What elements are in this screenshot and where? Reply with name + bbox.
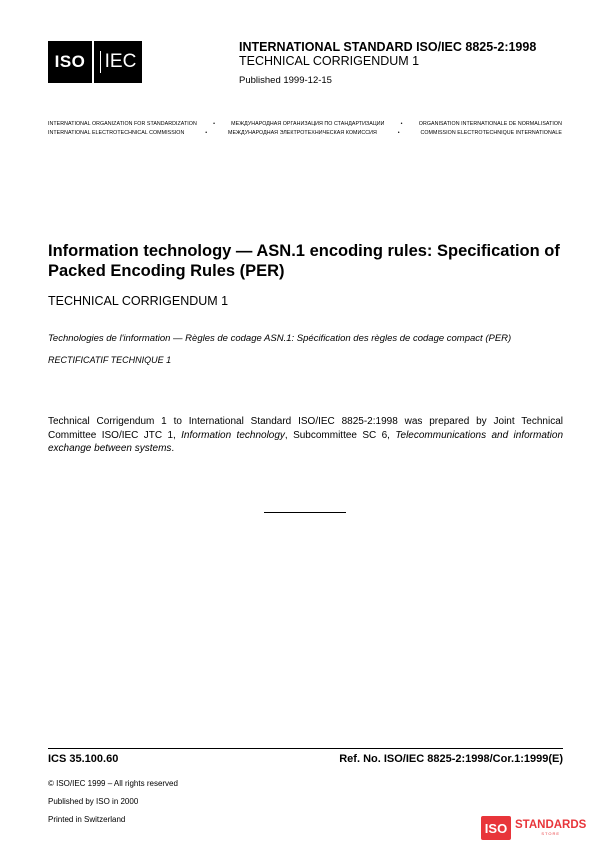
iec-logo-text: IEC: [100, 51, 137, 73]
document-title: Information technology — ASN.1 encoding rules: Specification of Packed Encoding Rules (PER): [48, 242, 560, 280]
standard-title: INTERNATIONAL STANDARD ISO/IEC 8825-2:1998: [239, 40, 537, 54]
paragraph-text: Technical Corrigendum 1 to International Standard ISO/IEC 8825-2:1998 was prepared by Joint Technical Committee ISO/IEC JTC 1,: [48, 416, 563, 441]
iso-standards-store-watermark[interactable]: [481, 815, 593, 841]
separator-rule: [264, 512, 346, 513]
copyright-notice: © ISO/IEC 1999 – All rights reserved: [48, 779, 178, 788]
watermark-text: STANDARDS: [515, 819, 587, 831]
org-en: INTERNATIONAL ORGANIZATION FOR STANDARDIZATION: [48, 121, 197, 127]
french-title: Technologies de l'information — Règles de codage ASN.1: Spécification des règles de codage compact (PER): [48, 333, 512, 344]
ics-code: ICS 35.100.60: [48, 753, 119, 765]
organization-line-1: [48, 121, 562, 127]
iso-badge-icon: ISO: [481, 816, 511, 840]
org-fr: COMMISSION ELECTROTECHNIQUE INTERNATIONALE: [420, 130, 562, 136]
paragraph-italic: Telecommunications and information exchange between systems: [48, 429, 563, 454]
published-by: Published by ISO in 2000: [48, 797, 139, 806]
org-en: INTERNATIONAL ELECTROTECHNICAL COMMISSION: [48, 130, 185, 136]
published-date: Published 1999-12-15: [239, 75, 332, 86]
org-ru: МЕЖДУНАРОДНАЯ ОРГАНИЗАЦИЯ ПО СТАНДАРТИЗАЦИИ: [231, 121, 385, 127]
preparation-paragraph: [48, 415, 563, 456]
org-bullet: •: [213, 121, 215, 127]
org-ru: МЕЖДУНАРОДНАЯ ЭЛЕКТРОТЕХНИЧЕСКАЯ КОМИССИЯ: [228, 130, 377, 136]
paragraph-text: .: [171, 443, 175, 454]
org-bullet: •: [205, 130, 208, 136]
paragraph-italic: Information technology: [181, 429, 285, 441]
org-bullet: •: [397, 130, 400, 136]
footer-divider: [48, 748, 563, 749]
printed-in: Printed in Switzerland: [48, 815, 126, 824]
organization-line-2: [48, 130, 562, 136]
standard-subtitle: TECHNICAL CORRIGENDUM 1: [239, 54, 420, 68]
org-fr: ORGANISATION INTERNATIONALE DE NORMALISATION: [418, 121, 562, 127]
watermark-small-text: STORE: [541, 831, 561, 836]
paragraph-text: , Subcommittee SC 6,: [284, 429, 396, 441]
french-corrigendum-label: RECTIFICATIF TECHNIQUE 1: [48, 355, 172, 365]
reference-number: Ref. No. ISO/IEC 8825-2:1998/Cor.1:1999(E): [339, 753, 563, 765]
iec-logo: [94, 41, 142, 83]
corrigendum-label: TECHNICAL CORRIGENDUM 1: [48, 294, 229, 308]
iso-logo: ISO: [48, 41, 92, 83]
org-bullet: •: [400, 121, 403, 127]
iso-iec-logo: [48, 41, 142, 83]
